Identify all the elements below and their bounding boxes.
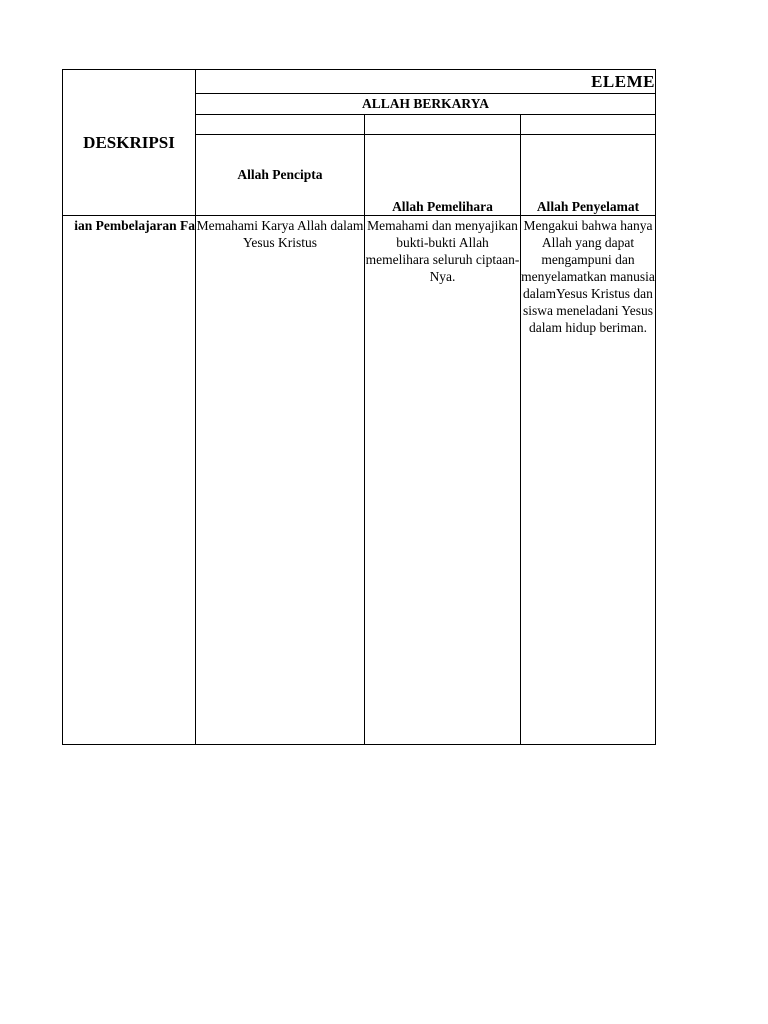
table-border-left (62, 69, 63, 745)
table-rule (195, 93, 656, 94)
table-rule (195, 134, 656, 135)
table-rule (195, 114, 656, 115)
header-allah-berkarya: ALLAH BERKARYA (362, 96, 489, 111)
table-border-top (63, 69, 656, 70)
column-header-allah-penyelamat: Allah Penyelamat (536, 199, 640, 214)
table-border-right (655, 69, 656, 745)
column-header-allah-pencipta: Allah Pencipta (237, 167, 323, 182)
row-label: ian Pembelajaran Fa (74, 218, 195, 233)
pencipta-description: Memahami Karya Allah dalam Yesus Kristus (196, 218, 364, 250)
penyelamat-description: Mengakui bahwa hanya Allah yang dapat mengampuni dan menyelamatkan manusia dalamYesus Kristus dan siswa meneladani Yesus dalam hidup beriman. (521, 218, 655, 335)
column-header-allah-pemelihara: Allah Pemelihara (392, 199, 493, 214)
header-deskripsi: DESKRIPSI (83, 133, 175, 152)
table-rule (63, 215, 656, 216)
header-elemen: ELEME (591, 72, 655, 91)
pemelihara-description: Memahami dan menyajikan bukti-bukti Allah memelihara seluruh ciptaan-Nya. (365, 218, 520, 284)
table-border-bottom (63, 744, 656, 745)
